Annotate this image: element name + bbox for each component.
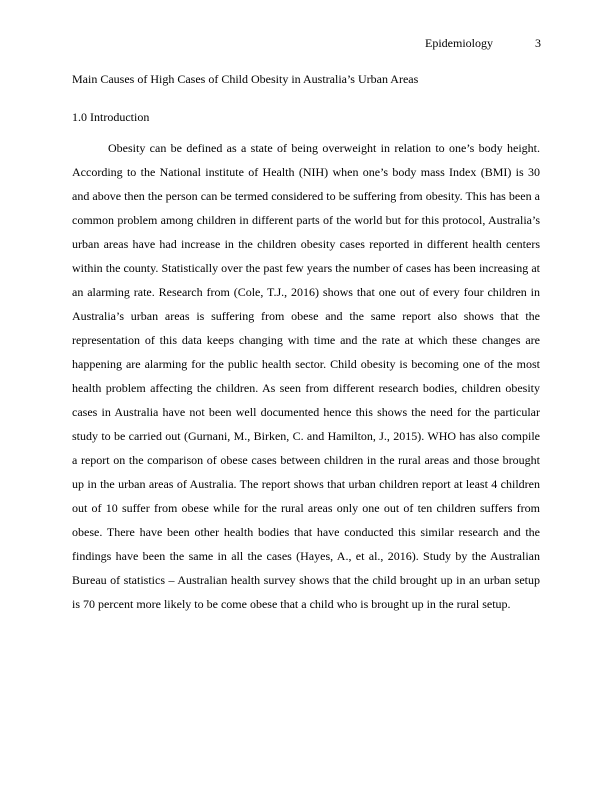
- introduction-paragraph: Obesity can be defined as a state of being overweight in relation to one’s body height. According to the National institute of Health (NIH) when one’s body mass Index (BMI) is 30 and above then the person can be termed considered to be suffering from obesity. This has been a common problem among children in different parts of the world but for this protocol, Australia’s urban areas have had increase in the children obesity cases reported in different health centers within the county. Statistically over the past few years the number of cases has been increasing at an alarming rate. Research from (Cole, T.J., 2016) shows that one out of every four children in Australia’s urban areas is suffering from obese and the same report also shows that the representation of this data keeps changing with time and the rate at which these changes are happening are alarming for the public health sector. Child obesity is becoming one of the most health problem affecting the children. As seen from different research bodies, children obesity cases in Australia have not been well documented hence this shows the need for the particular study to be carried out (Gurnani, M., Birken, C. and Hamilton, J., 2015). WHO has also compile a report on the comparison of obese cases between children in the rural areas and those brought up in the urban areas of Australia. The report shows that urban children report at least 4 children out of 10 suffer from obese while for the rural areas only one out of ten children suffers from obese. There have been other health bodies that have conducted this similar research and the findings have been the same in all the cases (Hayes, A., et al., 2016). Study by the Australian Bureau of statistics – Australian health survey shows that the child brought up in an urban setup is 70 percent more likely to be come obese that a child who is brought up in the rural setup.: [72, 141, 540, 611]
- running-title: Epidemiology: [425, 36, 493, 50]
- running-head: [425, 36, 541, 50]
- page-number: 3: [535, 36, 541, 50]
- section-heading: 1.0 Introduction: [72, 110, 150, 124]
- document-title: Main Causes of High Cases of Child Obesity in Australia’s Urban Areas: [72, 72, 419, 86]
